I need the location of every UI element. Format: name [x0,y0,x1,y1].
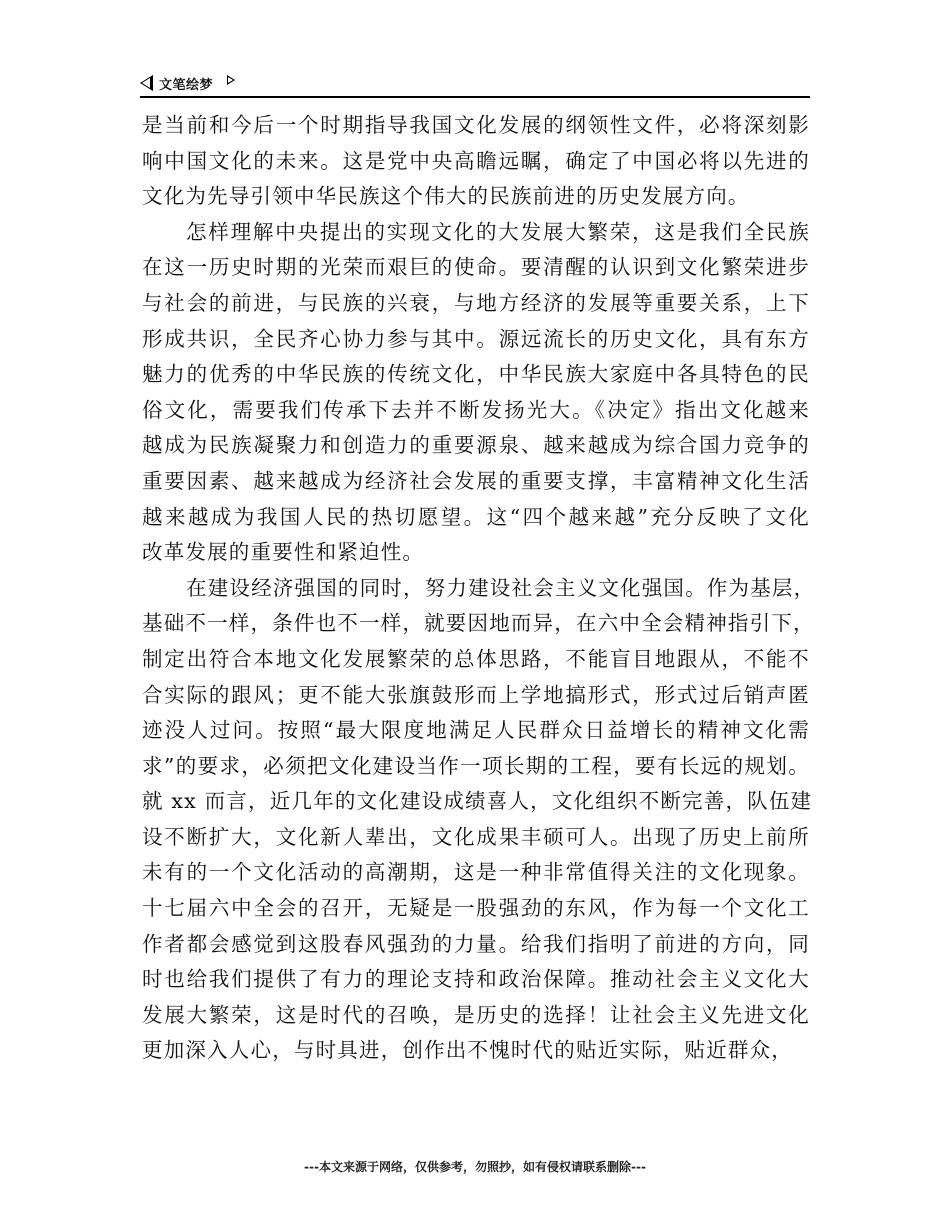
text-line: 发展大繁荣，这是时代的召唤，是历史的选择！让社会主义先进文化 [142,1002,810,1027]
triangle-left-icon [140,75,153,91]
text-line: 时也给我们提供了有力的理论支持和政治保障。推动社会主义文化大 [142,967,810,992]
text-line: 与社会的前进，与民族的兴衰，与地方经济的发展等重要关系，上下 [142,290,810,315]
triangle-right-icon [227,75,235,85]
text-line: 在这一历史时期的光荣而艰巨的使命。要清醒的认识到文化繁荣进步 [142,255,810,280]
text-line: 设不断扩大，文化新人辈出，文化成果丰硕可人。出现了历史上前所 [142,824,810,849]
paragraph [142,215,810,571]
text-line: 怎样理解中央提出的实现文化的大发展大繁荣，这是我们全民族 [186,219,810,244]
text-line: 在建设经济强国的同时，努力建设社会主义文化强国。作为基层， [186,575,816,600]
text-line: 合实际的跟风；更不能大张旗鼓形而上学地搞形式，形式过后销声匿 [142,682,810,707]
paragraph [142,108,810,215]
text-line: 重要因素、越来越成为经济社会发展的重要支撑，丰富精神文化生活 [142,468,810,493]
document-body [142,108,816,1069]
header-brand: 文笔绘梦 [159,77,214,93]
text-line: 响中国文化的未来。这是党中央高瞻远瞩，确定了中国必将以先进的 [142,148,810,173]
page-header [140,70,810,98]
text-line: 制定出符合本地文化发展繁荣的总体思路，不能盲目地跟从，不能不 [142,646,810,671]
text-line: 越来越成为我国人民的热切愿望。这“四个越来越”充分反映了文化 [142,504,810,529]
text-line: 求”的要求，必须把文化建设当作一项长期的工程，要有长远的规划。 [142,753,810,778]
text-line: 俗文化，需要我们传承下去并不断发扬光大。《决定》指出文化越来 [142,397,810,422]
text-line: 十七届六中全会的召开，无疑是一股强劲的东风，作为每一个文化工 [142,896,810,921]
text-line: 是当前和今后一个时期指导我国文化发展的纲领性文件，必将深刻影 [142,113,810,137]
paragraph [142,571,816,1069]
text-line: 迹没人过问。按照“最大限度地满足人民群众日益增长的精神文化需 [142,718,810,743]
text-line: 改革发展的重要性和紧迫性。 [142,540,425,565]
text-line: 魅力的优秀的中华民族的传统文化，中华民族大家庭中各具特色的民 [142,362,810,387]
text-line: 文化为先导引领中华民族这个伟大的民族前进的历史发展方向。 [142,184,750,209]
text-line: 就 xx 而言，近几年的文化建设成绩喜人，文化组织不断完善，队伍建 [142,789,813,814]
text-line: 基础不一样，条件也不一样，就要因地而异，在六中全会精神指引下， [142,611,815,636]
text-line: 越成为民族凝聚力和创造力的重要源泉、越来越成为综合国力竞争的 [142,433,810,458]
footer-disclaimer: ---本文来源于网络，仅供参考，勿照抄，如有侵权请联系删除--- [304,1160,646,1174]
text-line: 更加深入人心，与时具进，创作出不愧时代的贴近实际，贴近群众， [142,1038,793,1063]
text-line: 形成共识，全民齐心协力参与其中。源远流长的历史文化，具有东方 [142,326,810,351]
text-line: 作者都会感觉到这股春风强劲的力量。给我们指明了前进的方向，同 [142,931,810,956]
text-line: 未有的一个文化活动的高潮期，这是一种非常值得关注的文化现象。 [142,860,810,885]
